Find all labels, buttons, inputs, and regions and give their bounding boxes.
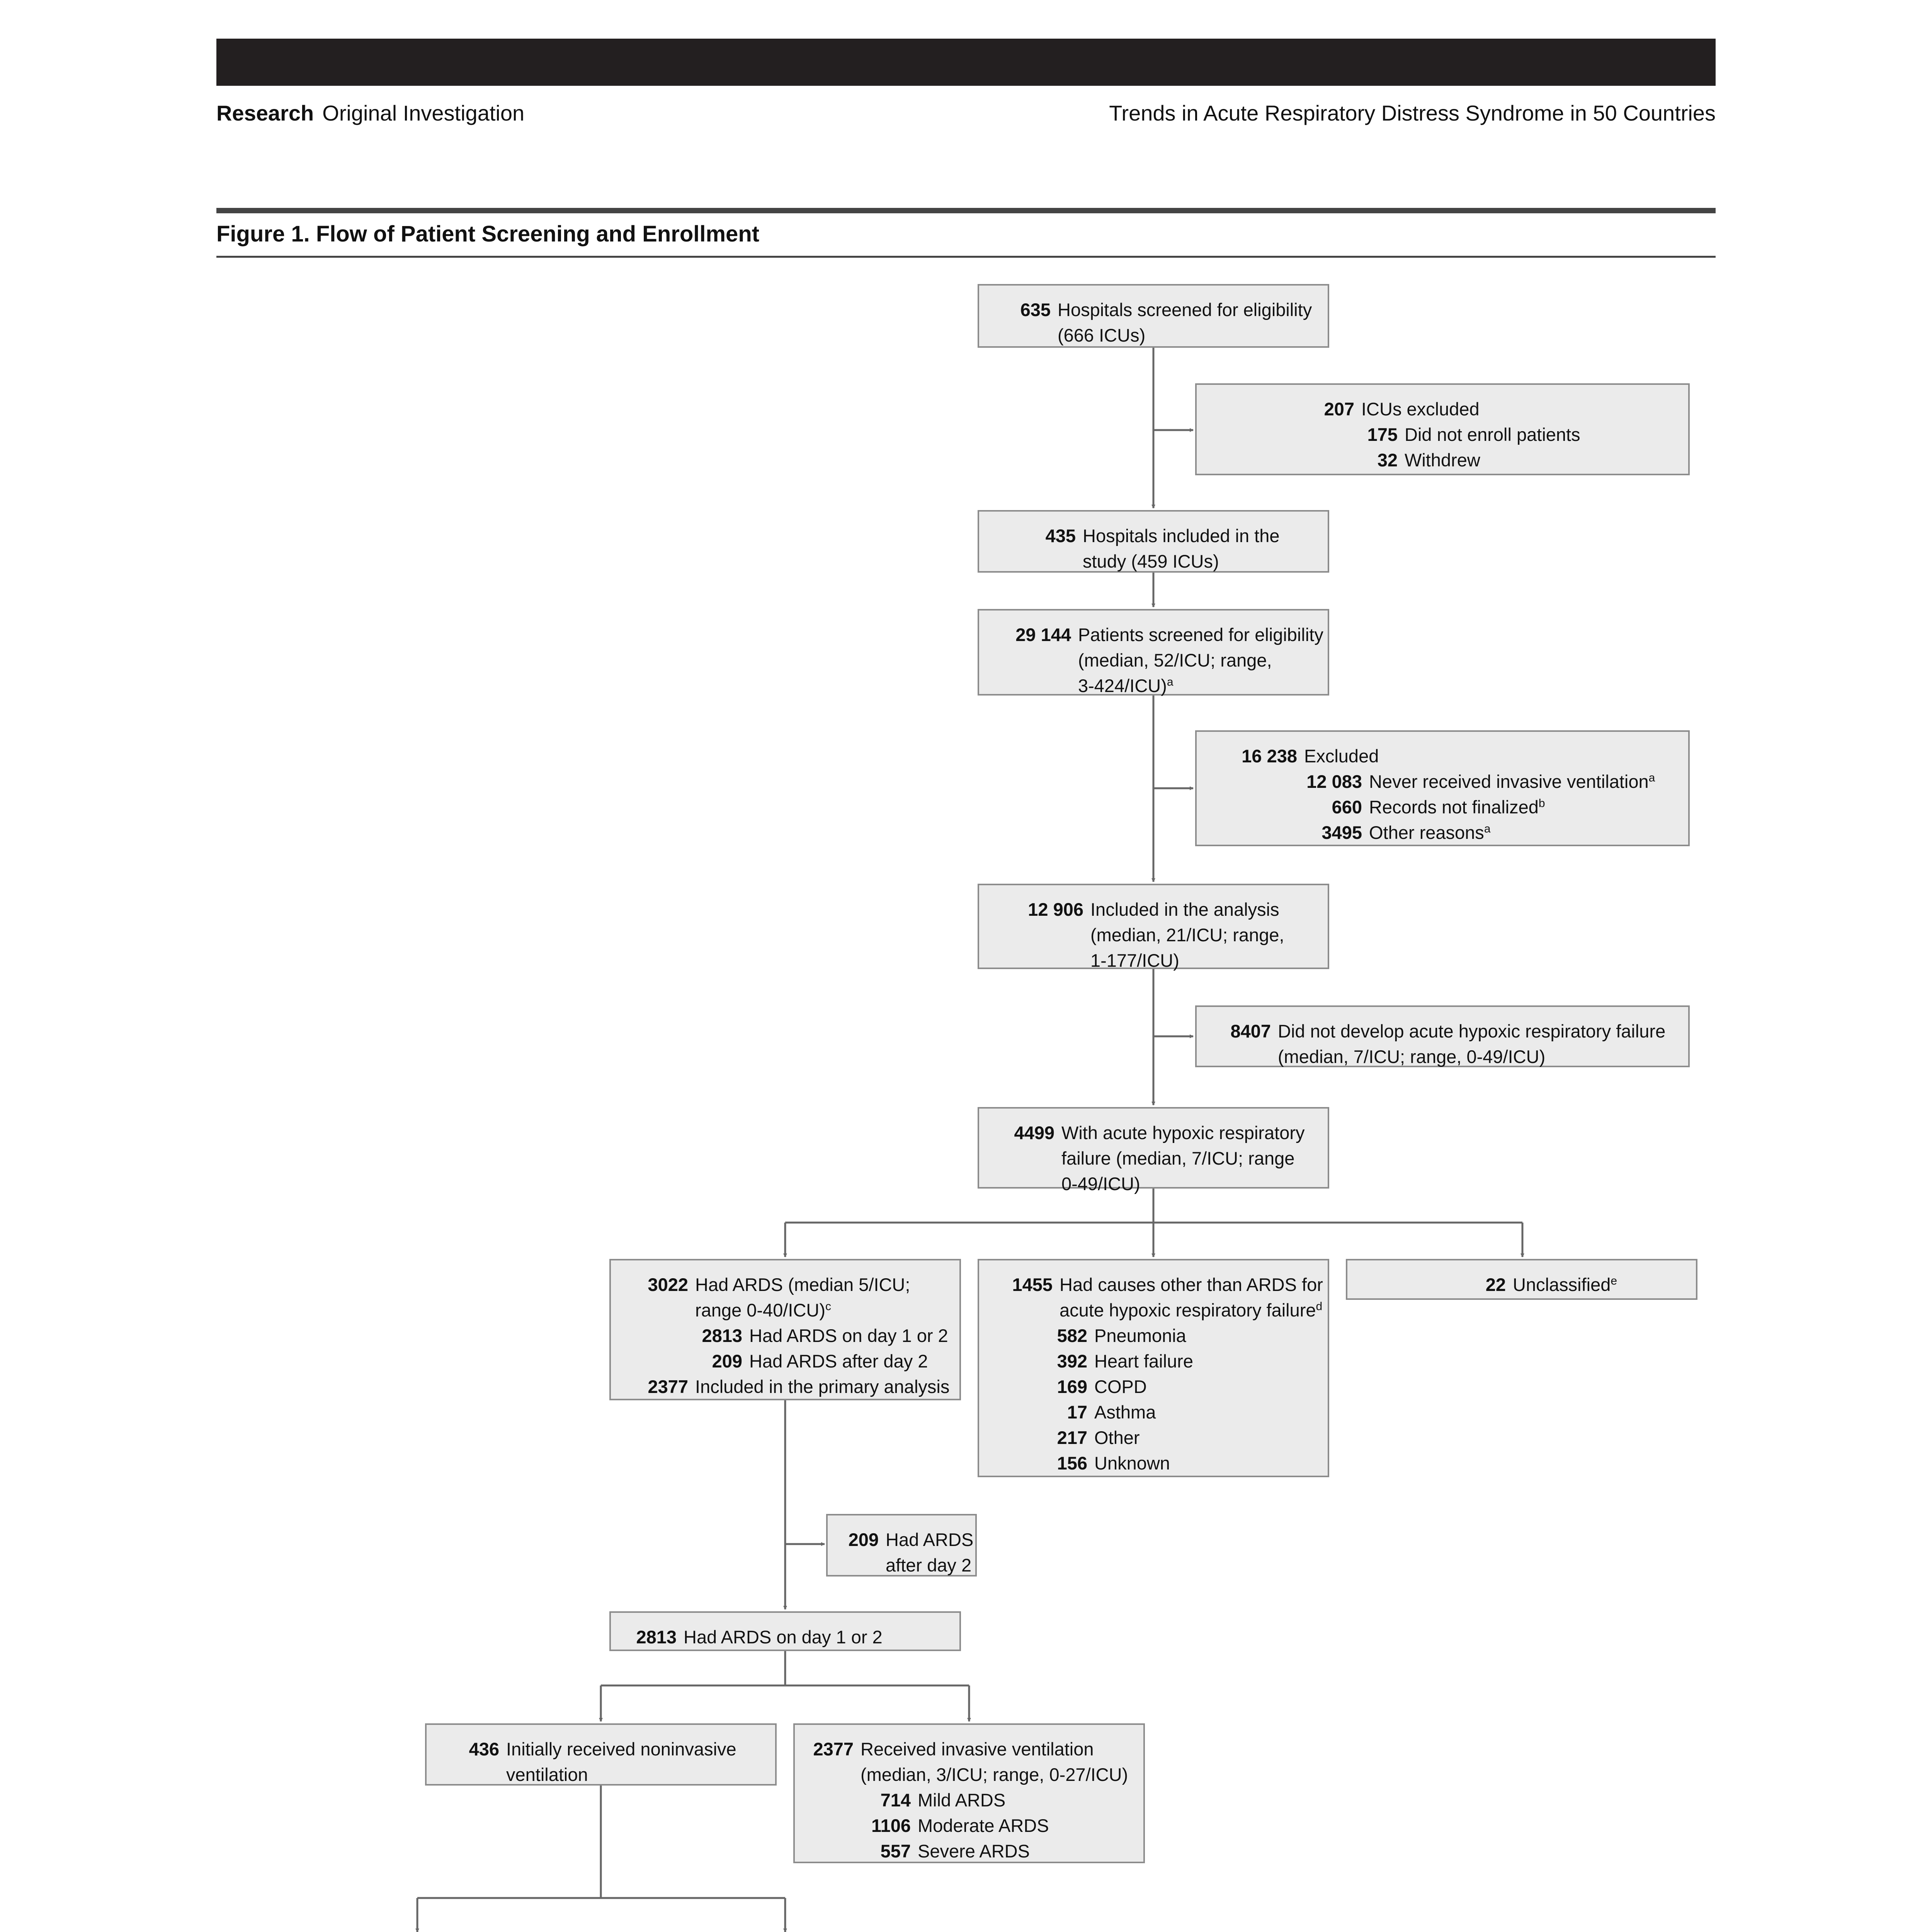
count: 2377	[648, 1376, 688, 1397]
label: Mild ARDS	[918, 1790, 1006, 1810]
box-patients-screened	[978, 609, 1329, 696]
count: 169	[1057, 1376, 1087, 1397]
box-ahrf	[978, 1107, 1329, 1194]
footnote-mark: a	[1484, 822, 1491, 835]
label: Had ARDS on day 1 or 2	[749, 1325, 948, 1346]
count: 12 906	[1028, 899, 1083, 920]
count: 1455	[1012, 1274, 1053, 1295]
footnote-mark: c	[825, 1300, 831, 1313]
label: Had ARDS	[886, 1529, 974, 1550]
label: failure (median, 7/ICU; range	[1061, 1148, 1295, 1168]
label: Received invasive ventilation	[861, 1739, 1094, 1759]
figure-title: Figure 1. Flow of Patient Screening and Enrollment	[216, 221, 760, 247]
label: Included in the primary analysis	[695, 1376, 950, 1397]
label: Other reasons	[1369, 822, 1484, 843]
label: (666 ICUs)	[1058, 325, 1146, 345]
label: Hospitals screened for eligibility	[1058, 299, 1312, 320]
label: 3-424/ICU)	[1078, 675, 1167, 696]
count: 3022	[648, 1274, 688, 1295]
running-title: Trends in Acute Respiratory Distress Syndrome in 50 Countries	[1109, 101, 1716, 125]
label: Patients screened for eligibility	[1078, 624, 1323, 645]
footnote-mark: a	[1648, 771, 1655, 784]
label: Had causes other than ARDS for	[1060, 1274, 1323, 1295]
label: Unclassified	[1513, 1274, 1611, 1295]
count: 217	[1057, 1427, 1087, 1448]
box-had-ards	[609, 1259, 961, 1400]
box-ards-after-day2	[826, 1514, 977, 1577]
box-hospitals-screened	[978, 284, 1329, 348]
count: 714	[880, 1790, 911, 1810]
label: (median, 7/ICU; range, 0-49/ICU)	[1278, 1046, 1546, 1067]
count: 436	[469, 1739, 499, 1759]
count: 12 083	[1306, 771, 1362, 792]
label: Included in the analysis	[1090, 899, 1279, 920]
count: 32	[1377, 450, 1398, 470]
footnote-mark: d	[1316, 1300, 1323, 1313]
count: 29 144	[1015, 624, 1071, 645]
label: ICUs excluded	[1361, 399, 1480, 419]
footnote-mark: b	[1538, 797, 1545, 810]
count: 22	[1485, 1274, 1506, 1295]
label: With acute hypoxic respiratory	[1061, 1122, 1305, 1143]
box-other-causes	[978, 1259, 1329, 1477]
label: range 0-40/ICU)	[695, 1300, 825, 1320]
label: Initially received noninvasive	[506, 1739, 736, 1759]
count: 207	[1324, 399, 1354, 419]
label: Pneumonia	[1094, 1325, 1186, 1346]
count: 156	[1057, 1453, 1087, 1473]
label: (median, 52/ICU; range,	[1078, 650, 1272, 670]
box-ards-day-1-2	[609, 1611, 961, 1651]
box-included-analysis	[978, 884, 1329, 969]
count: 435	[1045, 526, 1076, 546]
count: 660	[1332, 797, 1362, 817]
label: Moderate ARDS	[918, 1815, 1049, 1836]
label: study (459 ICUs)	[1083, 551, 1219, 571]
label: Did not develop acute hypoxic respiratory failure	[1278, 1021, 1666, 1041]
count: 392	[1057, 1351, 1087, 1371]
section-label: Research	[216, 101, 314, 125]
label: Had ARDS (median 5/ICU;	[695, 1274, 910, 1295]
label: Heart failure	[1094, 1351, 1193, 1371]
count: 16 238	[1242, 746, 1297, 766]
footnote-mark: e	[1611, 1274, 1617, 1287]
label: 0-49/ICU)	[1061, 1173, 1140, 1194]
label: (median, 21/ICU; range,	[1090, 925, 1284, 945]
count: 2377	[813, 1739, 854, 1759]
label: Other	[1094, 1427, 1140, 1448]
count: 8407	[1230, 1021, 1271, 1041]
label: Asthma	[1094, 1402, 1156, 1422]
label: Did not enroll patients	[1405, 424, 1580, 445]
label: Records not finalized	[1369, 797, 1539, 817]
label: after day 2	[886, 1555, 972, 1575]
label: Withdrew	[1405, 450, 1480, 470]
count: 3495	[1321, 822, 1362, 843]
label: Severe ARDS	[918, 1841, 1030, 1861]
box-noninvasive	[425, 1723, 777, 1786]
count: 4499	[1014, 1122, 1054, 1143]
box-invasive	[793, 1723, 1145, 1863]
box-unclassified	[1346, 1259, 1697, 1300]
label: Unknown	[1094, 1453, 1170, 1473]
box-patients-excluded	[1195, 730, 1690, 846]
count: 582	[1057, 1325, 1087, 1346]
box-hospitals-included	[978, 510, 1329, 573]
label: acute hypoxic respiratory failure	[1060, 1300, 1316, 1320]
label: COPD	[1094, 1376, 1147, 1397]
label: Had ARDS on day 1 or 2	[684, 1627, 883, 1647]
box-icus-excluded	[1195, 383, 1690, 475]
label: Excluded	[1304, 746, 1379, 766]
label: (median, 3/ICU; range, 0-27/ICU)	[861, 1764, 1128, 1785]
count: 209	[712, 1351, 742, 1371]
count: 17	[1067, 1402, 1087, 1422]
count: 557	[880, 1841, 911, 1861]
label: Had ARDS after day 2	[749, 1351, 928, 1371]
article-type: Original Investigation	[322, 101, 525, 125]
count: 175	[1367, 424, 1398, 445]
count: 635	[1020, 299, 1051, 320]
count: 1106	[871, 1815, 911, 1836]
label: ventilation	[506, 1764, 588, 1785]
label: 1-177/ICU)	[1090, 950, 1179, 971]
label: Hospitals included in the	[1083, 526, 1280, 546]
box-no-ahrf	[1195, 1005, 1690, 1067]
count: 209	[848, 1529, 879, 1550]
count: 2813	[636, 1627, 677, 1647]
label: Never received invasive ventilation	[1369, 771, 1649, 792]
footnote-mark: a	[1167, 675, 1173, 689]
count: 2813	[702, 1325, 742, 1346]
